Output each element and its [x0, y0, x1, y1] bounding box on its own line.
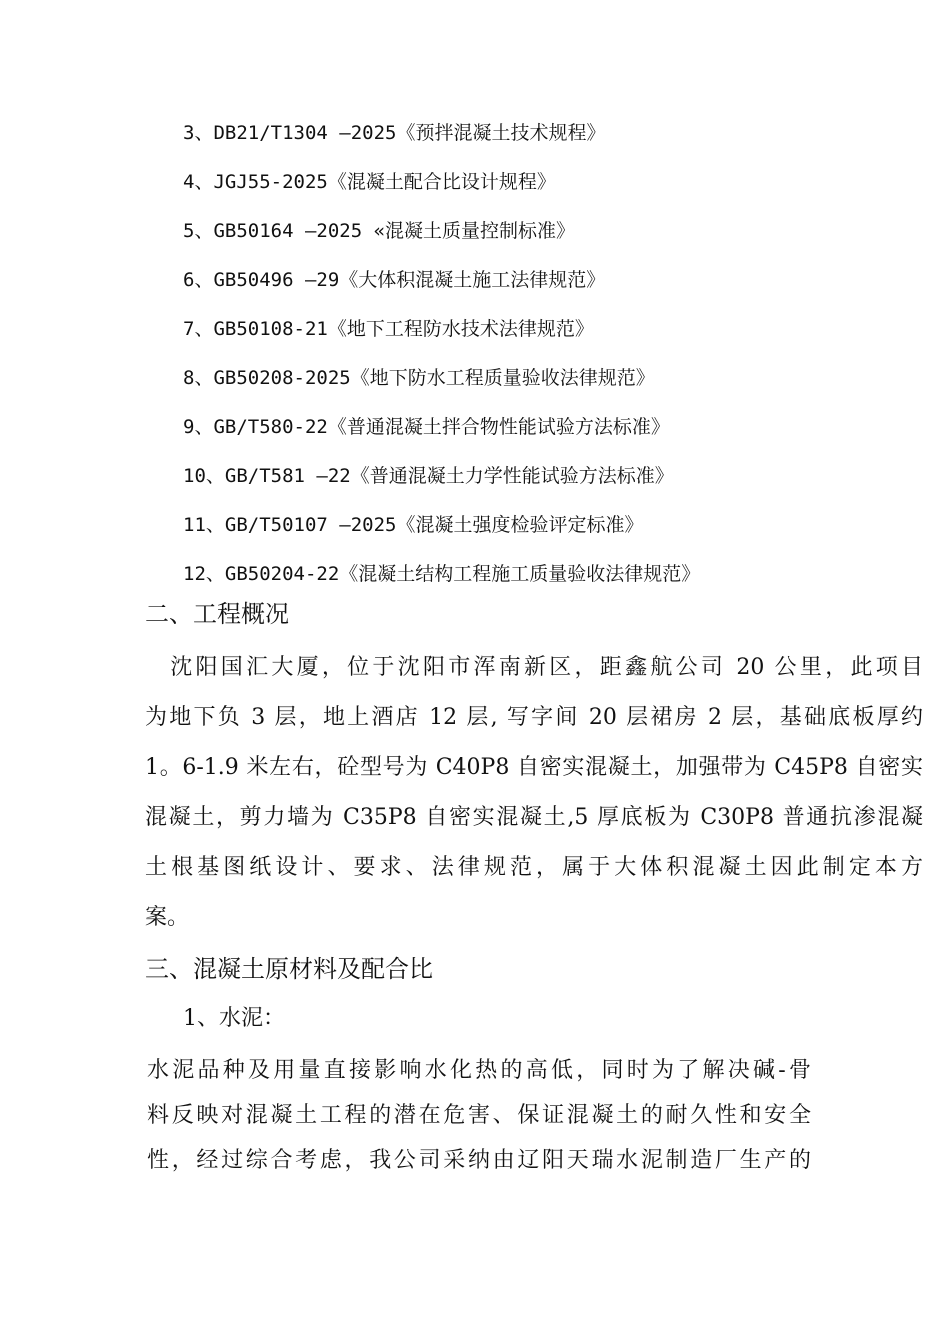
paragraph-line: 案。	[145, 905, 190, 930]
reference-item: 7、GB50108-21《地下工程防水技术法律规范》	[183, 318, 594, 340]
paragraph-line: 为地下负 3 层，地上酒店 12 层, 写字间 20 层裙房 2 层，基础底板厚约	[145, 705, 923, 730]
reference-item: 3、DB21/T1304 —2025《预拌混凝土技术规程》	[183, 122, 606, 144]
reference-item: 5、GB50164 —2025 «混凝土质量控制标准》	[183, 220, 576, 242]
paragraph-line: 水泥品种及用量直接影响水化热的高低，同时为了解决碱-骨	[147, 1058, 811, 1083]
subsection-heading-cement: 1、水泥：	[183, 1006, 285, 1031]
reference-item: 9、GB/T580-22《普通混凝土拌合物性能试验方法标准》	[183, 416, 670, 438]
section-heading-materials: 三、混凝土原材料及配合比	[145, 955, 433, 983]
cement-paragraph	[147, 1048, 811, 1183]
paragraph-line: 混凝土，剪力墙为 C35P8 自密实混凝土,5 厚底板为 C30P8 普通抗渗混凝	[145, 805, 923, 830]
reference-item: 6、GB50496 —29《大体积混凝土施工法律规范》	[183, 269, 606, 291]
reference-item: 8、GB50208-2025《地下防水工程质量验收法律规范》	[183, 367, 655, 389]
reference-standards-list	[183, 118, 700, 608]
reference-item: 10、GB/T581 —22《普通混凝土力学性能试验方法标准》	[183, 465, 674, 487]
paragraph-line: 沈阳国汇大厦，位于沈阳市浑南新区，距鑫航公司 20 公里，此项目	[145, 655, 923, 680]
reference-item: 4、JGJ55-2025《混凝土配合比设计规程》	[183, 171, 556, 193]
reference-item: 12、GB50204-22《混凝土结构工程施工质量验收法律规范》	[183, 563, 701, 585]
paragraph-line: 1。6-1.9 米左右，砼型号为 C40P8 自密实混凝土，加强带为 C45P8 自密实	[145, 755, 923, 780]
paragraph-line: 性，经过综合考虑，我公司采纳由辽阳天瑞水泥制造厂生产的	[147, 1148, 811, 1173]
paragraph-line: 料反映对混凝土工程的潜在危害、保证混凝土的耐久性和安全	[147, 1103, 811, 1128]
reference-item: 11、GB/T50107 —2025《混凝土强度检验评定标准》	[183, 514, 644, 536]
section-heading-project-overview: 二、工程概况	[145, 600, 289, 628]
paragraph-line: 土根基图纸设计、要求、法律规范，属于大体积混凝土因此制定本方	[145, 855, 923, 880]
project-overview-paragraph	[145, 643, 923, 943]
